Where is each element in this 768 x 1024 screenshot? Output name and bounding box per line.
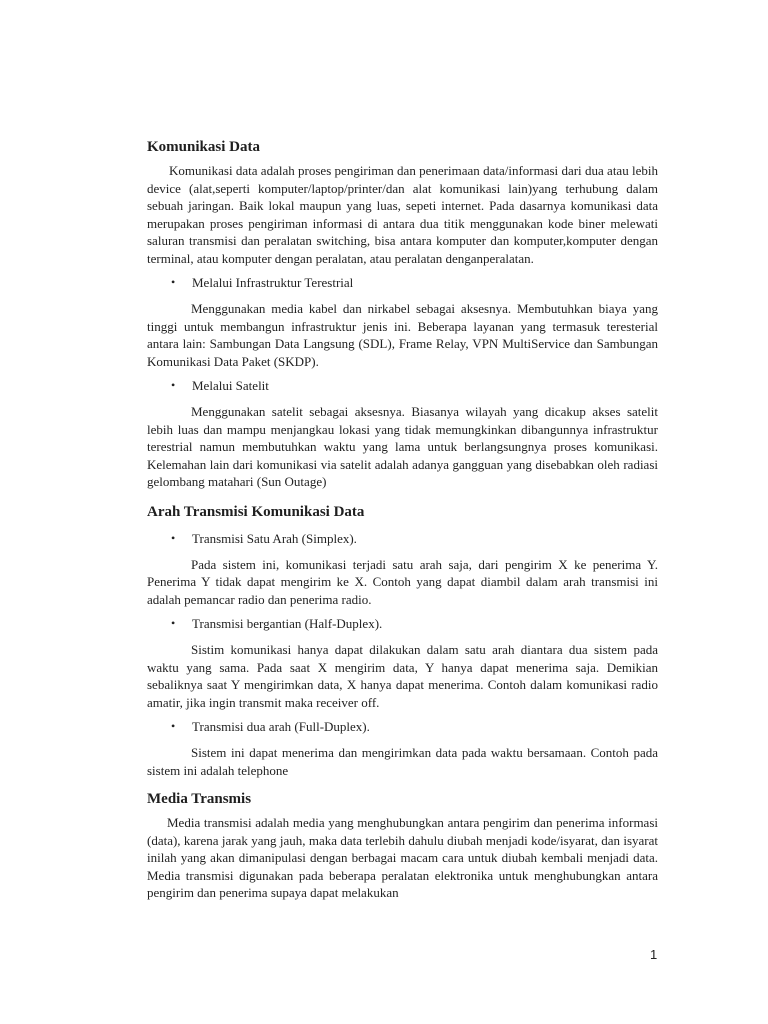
page-number: 1 [650, 947, 658, 962]
heading-komunikasi-data: Komunikasi Data [147, 139, 260, 155]
bullet-icon: • [171, 719, 176, 733]
bullet-icon: • [171, 616, 176, 630]
paragraph-media-transmisi: Media transmisi adalah media yang menghubungkan antara pengirim dan penerima informasi (data), karena jarak yang jauh, maka data terlebih dahulu diubah menjadi kode/isyarat, dan isyarat inilah yang akan dimanipulasi dengan berbagai macam cara untuk diubah kembali menjadi data. Media transmisi digunakan pada beberapa peralatan elektronika untuk menghubungkan antara pengirim dan penerima supaya dapat melakukan [147, 815, 658, 900]
heading-arah-transmisi: Arah Transmisi Komunikasi Data [147, 503, 365, 520]
paragraph-simplex: Pada sistem ini, komunikasi terjadi satu arah saja, dari pengirim X ke penerima Y. Penerima Y tidak dapat mengirim ke X. Contoh yang dapat diambil dalam arah transmisi ini adalah pemancar radio dan penerima radio. [147, 556, 658, 607]
bullet-label: Melalui Satelit [192, 378, 269, 393]
bullet-label: Transmisi Satu Arah (Simplex). [192, 530, 357, 546]
paragraph-satelit: Menggunakan satelit sebagai aksesnya. Biasanya wilayah yang dicakup akses satelit lebih luas dan mampu menjangkau lokasi yang tidak memungkinkan dibangunnya infrastruktur terestrial namun membutuhkan waktu yang lama untuk berlangsungnya proses komunikasi. Kelemahan lain dari komunikasi via satelit adalah adanya gangguan yang disebabkan oleh radiasi gelombang matahari (Sun Outage) [147, 404, 658, 489]
bullet-label: Transmisi dua arah (Full-Duplex). [192, 719, 370, 734]
bullet-icon: • [171, 275, 176, 289]
bullet-label: Melalui Infrastruktur Terestrial [192, 275, 354, 290]
paragraph-full-duplex: Sistem ini dapat menerima dan mengirimkan data pada waktu bersamaan. Contoh pada sistem ini adalah telephone [147, 745, 658, 778]
bullet-terestrial [147, 274, 658, 291]
bullet-icon: • [171, 530, 176, 545]
paragraph-terestrial: Menggunakan media kabel dan nirkabel sebagai aksesnya. Membutuhkan biaya yang tinggi untuk membangun infrastruktur jenis ini. Beberapa layanan yang termasuk teresterial antara lain: Sambungan Data Langsung (SDL), Frame Relay, VPN MultiService dan Sambungan Komunikasi Data Paket (SKDP). [147, 301, 658, 369]
bullet-full-duplex [147, 718, 658, 735]
page-content [147, 138, 658, 902]
bullet-satelit [147, 377, 658, 394]
bullet-icon: • [171, 378, 176, 392]
bullet-label: Transmisi bergantian (Half-Duplex). [192, 616, 383, 631]
paragraph-half-duplex: Sistim komunikasi hanya dapat dilakukan dalam satu arah diantara dua sistem pada waktu yang sama. Pada saat X mengirim data, Y hanya dapat menerima saja. Demikian sebaliknya saat Y mengirimkan data, X hanya dapat menerima. Contoh dalam komunikasi radio amatir, jika ingin transmit maka receiver off. [147, 642, 658, 710]
heading-media-transmis: Media Transmis [147, 791, 252, 807]
bullet-simplex [147, 530, 658, 547]
bullet-half-duplex [147, 615, 658, 632]
paragraph-komunikasi-data-intro: Komunikasi data adalah proses pengiriman dan penerimaan data/informasi dari dua atau lebih device (alat,seperti komputer/laptop/printer/dan alat komunikasi lain)yang terhubung dalam sebuah jaringan. Baik lokal maupun yang luas, sepeti internet. Pada dasarnya komunikasi data merupakan proses pengiriman informasi di antara dua titik menggunakan kode biner melewati saluran transmisi dan peralatan switching, bisa antara komputer dan komputer,komputer dengan terminal, atau komputer dengan peralatan, atau peralatan denganperalatan. [147, 163, 658, 266]
